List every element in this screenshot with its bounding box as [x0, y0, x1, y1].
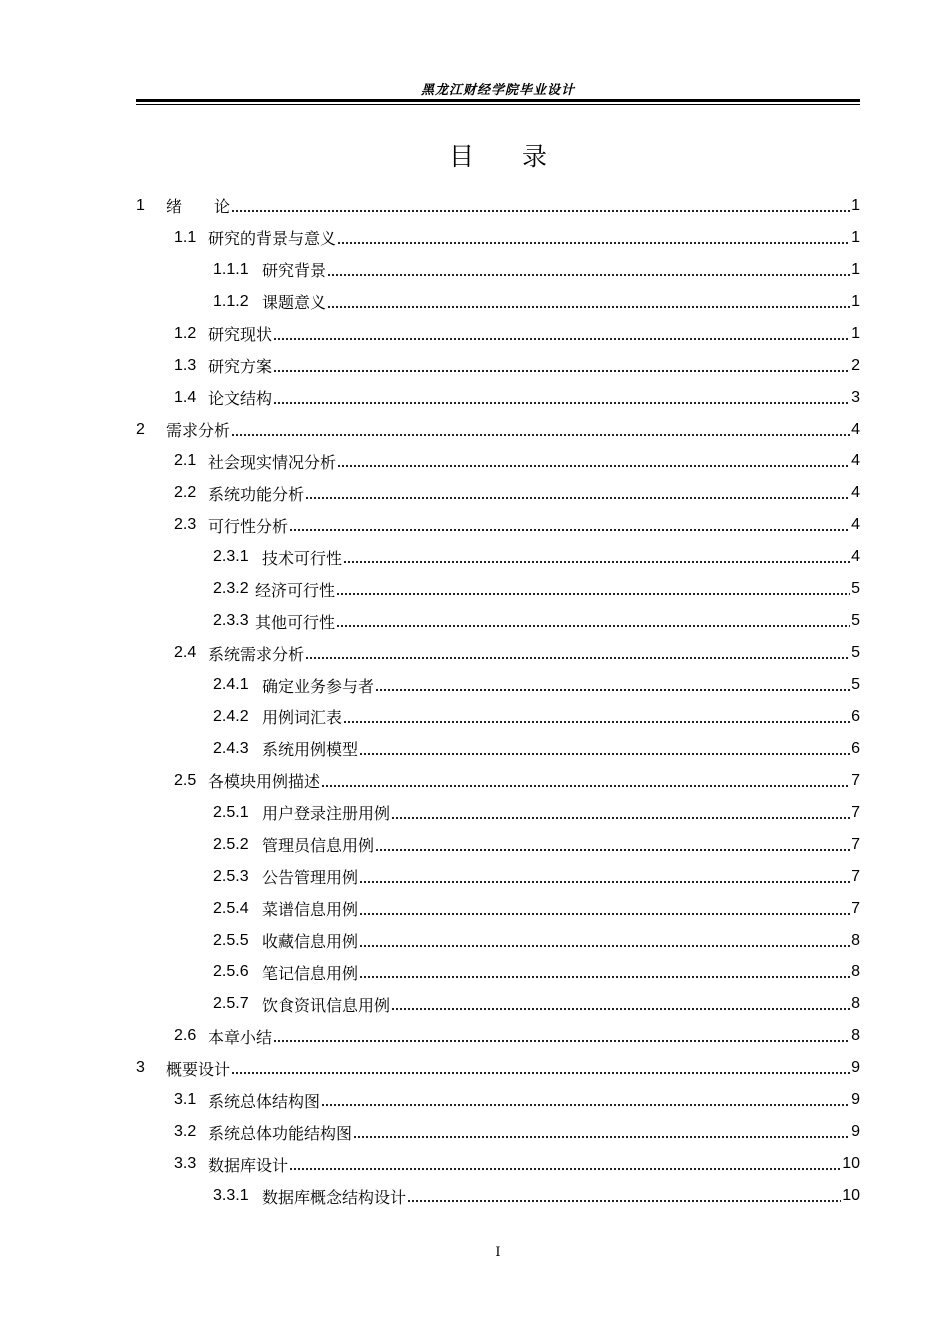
toc-entry-label: 饮食资讯信息用例	[262, 995, 391, 1015]
toc-dot-leader	[273, 1030, 850, 1046]
toc-entry[interactable]	[136, 1116, 860, 1148]
toc-entry-page: 10	[842, 1187, 860, 1205]
toc-entry-number: 2	[136, 420, 145, 438]
toc-entry[interactable]	[136, 477, 860, 509]
toc-entry-number: 3	[136, 1059, 145, 1077]
toc-entry-label: 研究的背景与意义	[208, 229, 337, 249]
toc-dot-leader	[391, 807, 850, 823]
toc-entry[interactable]	[136, 829, 860, 861]
toc-entry[interactable]	[136, 988, 860, 1020]
toc-entry-number: 2.3.1	[213, 548, 249, 566]
toc-entry[interactable]	[136, 318, 860, 350]
toc-entry-page: 4	[851, 548, 860, 566]
toc-entry-page: 1	[851, 228, 860, 246]
toc-entry-label: 各模块用例描述	[208, 772, 321, 792]
toc-entry-number: 2.6	[174, 1027, 197, 1045]
toc-entry-label: 其他可行性	[255, 612, 336, 632]
toc-entry-label: 系统总体结构图	[208, 1091, 321, 1111]
toc-entry[interactable]	[136, 254, 860, 286]
toc-entry-page: 8	[851, 963, 860, 981]
toc-entry-page: 5	[851, 580, 860, 598]
toc-entry-label: 研究现状	[208, 325, 273, 345]
toc-entry-number: 1.4	[174, 388, 197, 406]
toc-entry-page: 7	[851, 771, 860, 789]
toc-dot-leader	[273, 392, 850, 408]
toc-entry-page: 8	[851, 995, 860, 1013]
toc-entry-label: 确定业务参与者	[262, 676, 375, 696]
toc-entry-label: 数据库概念结构设计	[262, 1187, 407, 1207]
toc-entry[interactable]	[136, 509, 860, 541]
toc-entry-page: 7	[851, 835, 860, 853]
toc-entry[interactable]	[136, 382, 860, 414]
toc-entry-page: 7	[851, 867, 860, 885]
toc-entry[interactable]	[136, 669, 860, 701]
toc-entry-page: 3	[851, 388, 860, 406]
toc-entry-number: 2.5.5	[213, 931, 249, 949]
toc-entry-label: 笔记信息用例	[262, 963, 359, 983]
toc-entry[interactable]	[136, 222, 860, 254]
toc-dot-leader	[375, 839, 850, 855]
toc-title: 目录	[448, 142, 595, 171]
toc-entry-number: 2.1	[174, 452, 197, 470]
toc-dot-leader	[231, 200, 850, 216]
toc-entry-number: 2.3.3	[213, 612, 249, 630]
header-rule-thick	[136, 99, 860, 102]
toc-entry-label: 数据库设计	[208, 1155, 289, 1175]
toc-entry-number: 1	[136, 196, 145, 214]
toc-dot-leader	[337, 232, 850, 248]
toc-entry-label: 需求分析	[166, 421, 231, 441]
toc-dot-leader	[327, 264, 850, 280]
toc-entry[interactable]	[136, 1084, 860, 1116]
toc-entry-number: 1.1.2	[213, 292, 249, 310]
toc-entry-page: 5	[851, 644, 860, 662]
toc-entry-number: 2.5.7	[213, 995, 249, 1013]
toc-dot-leader	[305, 647, 850, 663]
toc-entry[interactable]	[136, 541, 860, 573]
toc-entry-page: 4	[851, 452, 860, 470]
toc-entry[interactable]	[136, 1020, 860, 1052]
toc-entry[interactable]	[136, 414, 860, 446]
toc-entry-number: 3.3	[174, 1155, 197, 1173]
toc-dot-leader	[353, 1126, 850, 1142]
toc-entry-page: 5	[851, 676, 860, 694]
toc-dot-leader	[336, 615, 850, 631]
toc-dot-leader	[289, 519, 850, 535]
toc-entry-page: 2	[851, 356, 860, 374]
toc-entry-number: 2.5.6	[213, 963, 249, 981]
toc-entry-page: 1	[851, 260, 860, 278]
toc-entry-label: 技术可行性	[262, 548, 343, 568]
toc-entry-number: 1.1.1	[213, 260, 249, 278]
toc-dot-leader	[289, 1158, 841, 1174]
toc-entry[interactable]	[136, 1180, 860, 1212]
toc-entry-page: 1	[851, 324, 860, 342]
toc-entry-label: 经济可行性	[255, 580, 336, 600]
toc-entry-number: 3.3.1	[213, 1187, 249, 1205]
toc-entry[interactable]	[136, 957, 860, 989]
toc-entry-number: 2.4	[174, 644, 197, 662]
toc-entry-number: 1.2	[174, 324, 197, 342]
toc-dot-leader	[321, 1094, 850, 1110]
toc-dot-leader	[337, 455, 850, 471]
footer-page-number: I	[495, 1245, 501, 1260]
toc-dot-leader	[359, 903, 850, 919]
toc-dot-leader	[231, 1062, 850, 1078]
toc-entry[interactable]	[136, 637, 860, 669]
toc-dot-leader	[407, 1190, 841, 1206]
toc-entry[interactable]	[136, 861, 860, 893]
toc-entry-number: 2.5.4	[213, 899, 249, 917]
toc-entry-label: 系统总体功能结构图	[208, 1123, 353, 1143]
toc-dot-leader	[359, 743, 850, 759]
toc-dot-leader	[273, 360, 850, 376]
toc-dot-leader	[273, 328, 850, 344]
toc-entry-label: 论文结构	[208, 389, 273, 409]
toc-entry-page: 6	[851, 707, 860, 725]
toc-entry-number: 3.2	[174, 1123, 197, 1141]
toc-entry[interactable]	[136, 190, 860, 222]
toc-entry[interactable]	[136, 286, 860, 318]
running-header: 黑龙江财经学院毕业设计	[420, 83, 575, 98]
toc-entry-number: 3.1	[174, 1091, 197, 1109]
toc-entry-number: 1.3	[174, 356, 197, 374]
toc-entry-page: 1	[851, 196, 860, 214]
toc-entry-label: 绪 论	[166, 197, 231, 217]
toc-entry-number: 2.3	[174, 516, 197, 534]
toc-dot-leader	[343, 551, 850, 567]
toc-entry-label: 公告管理用例	[262, 868, 359, 888]
toc-entry-label: 系统功能分析	[208, 484, 305, 504]
toc-entry[interactable]	[136, 925, 860, 957]
toc-entry-label: 研究方案	[208, 357, 273, 377]
toc-entry[interactable]	[136, 701, 860, 733]
toc-entry-page: 4	[851, 484, 860, 502]
toc-dot-leader	[375, 679, 850, 695]
toc-entry-label: 课题意义	[262, 293, 327, 313]
toc-entry[interactable]	[136, 446, 860, 478]
toc-entry-page: 4	[851, 516, 860, 534]
toc-entry-number: 2.5	[174, 771, 197, 789]
toc-entry[interactable]	[136, 893, 860, 925]
toc-entry-number: 2.4.2	[213, 707, 249, 725]
toc-entry-page: 9	[851, 1123, 860, 1141]
toc-entry-page: 7	[851, 899, 860, 917]
toc-entry-label: 可行性分析	[208, 516, 289, 536]
toc-entry[interactable]	[136, 765, 860, 797]
toc-entry-page: 4	[851, 420, 860, 438]
toc-entry[interactable]	[136, 1052, 860, 1084]
toc-entry-number: 2.4.3	[213, 739, 249, 757]
toc-dot-leader	[305, 487, 850, 503]
toc-dot-leader	[231, 424, 850, 440]
toc-dot-leader	[336, 583, 850, 599]
toc-dot-leader	[359, 871, 850, 887]
toc-entry-number: 2.3.2	[213, 580, 249, 598]
toc-entry-label: 系统用例模型	[262, 740, 359, 760]
toc-entry-number: 2.2	[174, 484, 197, 502]
toc-entry-label: 管理员信息用例	[262, 836, 375, 856]
toc-entry-label: 本章小结	[208, 1027, 273, 1047]
toc-entry-number: 2.5.3	[213, 867, 249, 885]
toc-entry-page: 8	[851, 1027, 860, 1045]
toc-entry-number: 1.1	[174, 228, 197, 246]
toc-entry[interactable]	[136, 573, 860, 605]
toc-entry[interactable]	[136, 350, 860, 382]
toc-entry[interactable]	[136, 605, 860, 637]
toc-entry-page: 7	[851, 803, 860, 821]
toc-entry-page: 9	[851, 1091, 860, 1109]
toc-entry-label: 研究背景	[262, 261, 327, 281]
toc-entry-label: 收藏信息用例	[262, 932, 359, 952]
toc-entry-label: 系统需求分析	[208, 644, 305, 664]
toc-entry[interactable]	[136, 733, 860, 765]
toc-entry-page: 8	[851, 931, 860, 949]
toc-entry-label: 概要设计	[166, 1059, 231, 1079]
toc-entry-label: 用例词汇表	[262, 708, 343, 728]
toc-dot-leader	[321, 775, 850, 791]
header-rule-thin	[136, 104, 860, 105]
toc-dot-leader	[343, 711, 850, 727]
toc-entry-page: 9	[851, 1059, 860, 1077]
toc-entry-page: 6	[851, 739, 860, 757]
toc-dot-leader	[359, 966, 850, 982]
toc-entry-label: 社会现实情况分析	[208, 452, 337, 472]
toc-entry-label: 菜谱信息用例	[262, 900, 359, 920]
toc-entry[interactable]	[136, 797, 860, 829]
table-of-contents	[136, 190, 860, 1212]
toc-dot-leader	[359, 935, 850, 951]
toc-dot-leader	[327, 296, 850, 312]
toc-entry-page: 1	[851, 292, 860, 310]
toc-dot-leader	[391, 998, 850, 1014]
toc-entry-label: 用户登录注册用例	[262, 804, 391, 824]
toc-entry-number: 2.5.1	[213, 803, 249, 821]
toc-entry-page: 10	[842, 1155, 860, 1173]
toc-entry-number: 2.5.2	[213, 835, 249, 853]
toc-entry[interactable]	[136, 1148, 860, 1180]
toc-entry-page: 5	[851, 612, 860, 630]
toc-entry-number: 2.4.1	[213, 676, 249, 694]
